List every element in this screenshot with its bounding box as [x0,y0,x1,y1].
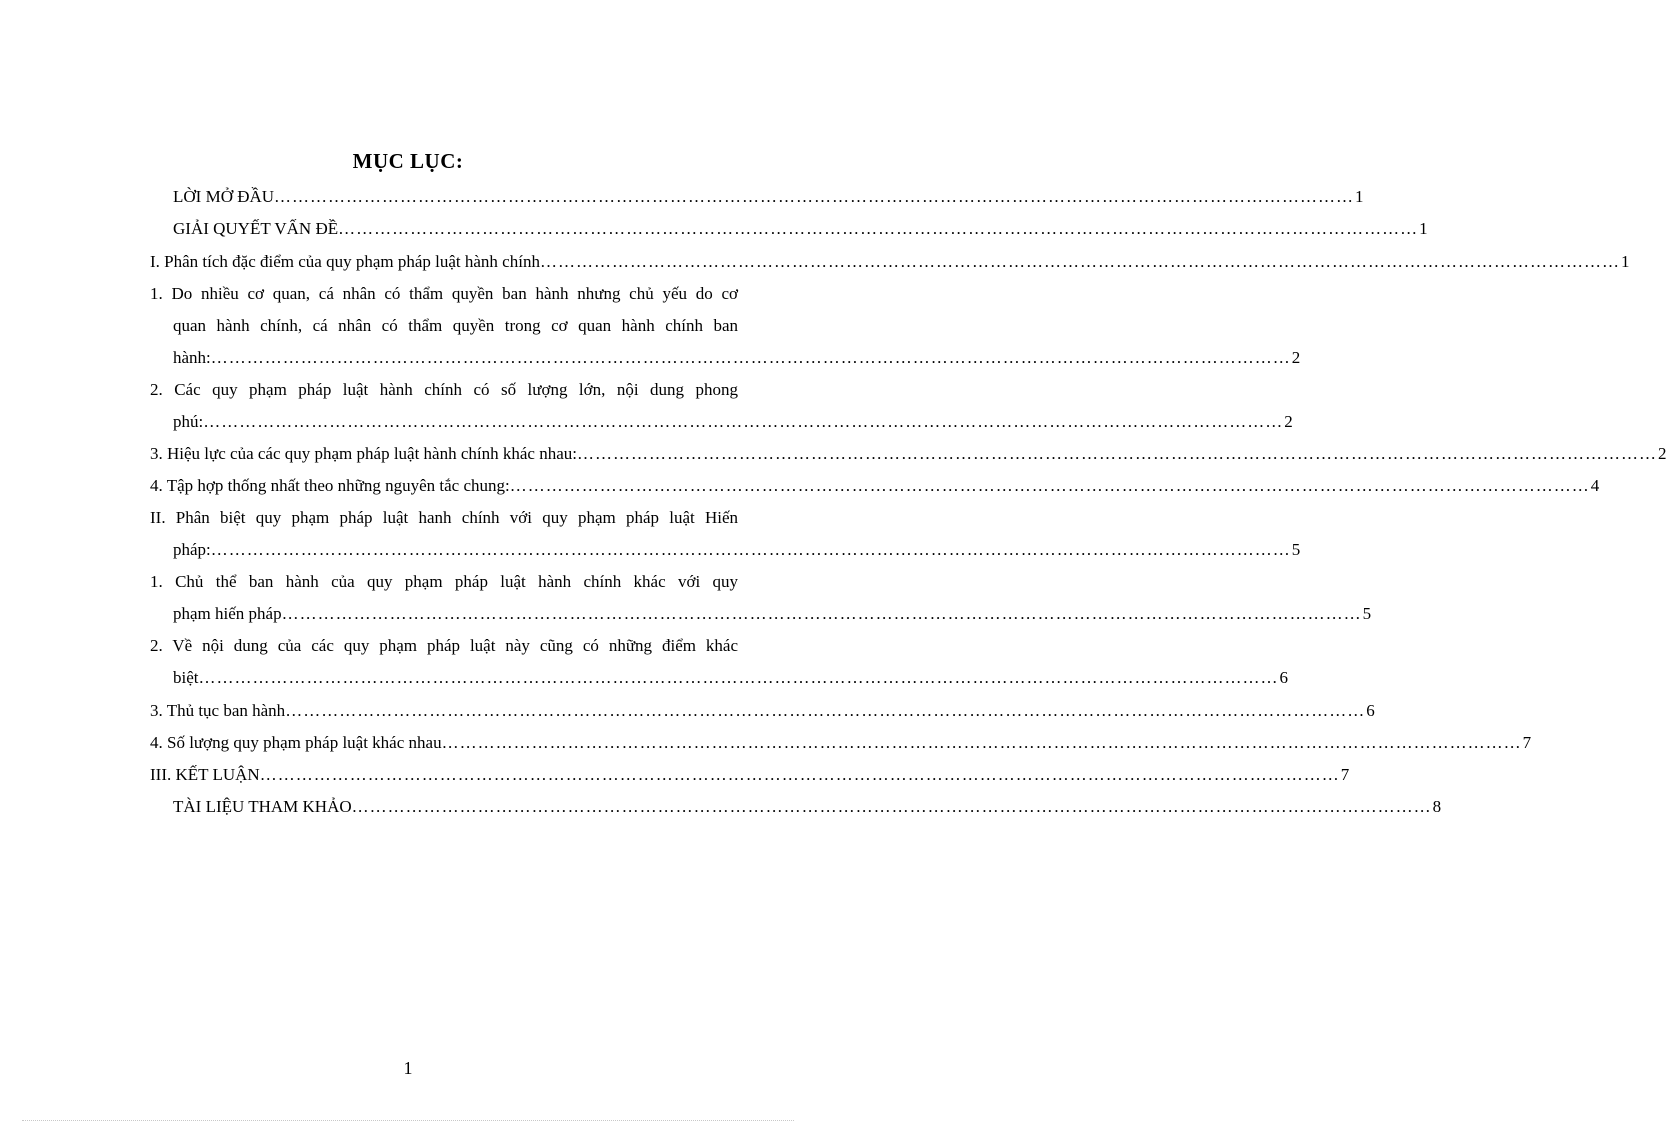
toc-leader-dots: ……………………………………………………………………………………………………………………………………………………………… [441,733,1522,752]
toc-entry-section-ii-line1[interactable]: II. Phân biệt quy phạm pháp luật hanh chính với quy phạm pháp luật Hiến [150,508,738,527]
toc-leader-dots: ……………………………………………………………………………………………………………………………………………………………… [539,252,1620,271]
toc-entry-ii-3[interactable] [150,698,1375,724]
toc-entry-page: 2 [1291,348,1301,367]
toc-entry-references[interactable] [150,794,1442,820]
toc-leader-dots: ……………………………………………………………………………………………………………………………………………………………… [210,540,1291,559]
toc-entry-page: 6 [1279,668,1288,687]
toc-entry-giai-quyet-van-de[interactable] [150,216,1428,242]
toc-entry-i-1-line1[interactable]: 1. Do nhiều cơ quan, cá nhân có thẩm quyền ban hành nhưng chủ yếu do cơ [150,284,738,303]
toc-entry-text: 4. Số lượng quy phạm pháp luật khác nhau [150,733,442,752]
toc-entry-loi-mo-dau[interactable] [150,184,1364,210]
toc-entry-i-4[interactable] [150,473,1600,499]
toc-entry-page: 2 [1657,444,1666,463]
toc-entry-text: hành: [173,348,211,367]
toc-entry-ii-1-line1[interactable]: 1. Chủ thể ban hành của quy phạm pháp luật hành chính khác với quy [150,572,738,591]
toc-entry-page: 6 [1366,701,1375,720]
toc-entry-text: 4. Tập hợp thống nhất theo những nguyên tắc chung: [150,476,510,495]
page-number: 1 [403,1058,413,1078]
toc-entry-text: TÀI LIỆU THAM KHẢO [173,797,352,816]
toc-entry-page: 8 [1432,797,1442,816]
toc-entry-text: biệt [173,668,199,687]
toc-leader-dots: ……………………………………………………………………………………………………………………………………………………………… [210,348,1291,367]
toc-entry-page: 5 [1362,604,1372,623]
toc-leader-dots: ……………………………………………………………………………………………………………………………………………………………… [338,219,1419,238]
toc-entry-text: LỜI MỞ ĐẦU [173,187,275,206]
toc-leader-dots: ……………………………………………………………………………………………………………………………………………………………… [259,765,1340,784]
toc-entry-page: 2 [1284,412,1293,431]
toc-leader-dots: ……………………………………………………………………………………………………………………………………………………………… [274,187,1355,206]
toc-entry-i-2[interactable] [150,409,1293,435]
toc-entry-ii-2-line1[interactable]: 2. Về nội dung của các quy phạm pháp luật này cũng có những điểm khác [150,636,738,655]
toc-entry-ii-2[interactable] [150,665,1288,691]
toc-entry-ii-1[interactable] [150,601,1372,627]
toc-entry-page: 7 [1340,765,1350,784]
toc-entry-page: 1 [1355,187,1364,206]
toc-leader-dots: ……………………………………………………………………………………………………………………………………………………………… [198,668,1279,687]
toc-entry-section-ii[interactable] [150,537,1301,563]
toc-entry-text: GIẢI QUYẾT VẤN ĐỀ [173,219,339,238]
toc-leader-dots: ……………………………………………………………………………………………………………………………………………………………… [576,444,1657,463]
toc-entry-section-i[interactable] [150,249,1630,275]
toc-entry-i-3[interactable] [150,441,1666,467]
toc-entry-text: III. KẾT LUẬN [150,765,260,784]
toc-entry-page: 7 [1522,733,1532,752]
toc-entry-text: 3. Hiệu lực của các quy phạm pháp luật hành chính khác nhau: [150,444,577,463]
toc-entry-page: 4 [1590,476,1600,495]
toc-title: MỤC LỤC: [352,149,464,173]
toc-leader-dots: ……………………………………………………………………………………………………………………………………………………………… [509,476,1590,495]
toc-entry-page: 1 [1419,219,1428,238]
toc-entry-i-1-line2[interactable]: quan hành chính, cá nhân có thẩm quyền trong cơ quan hành chính ban [173,316,738,335]
toc-entry-text: phạm hiến pháp [173,604,282,623]
page-bottom-divider [22,1120,794,1121]
toc-leader-dots: ……………………………………………………………………………………………………………………………………………………………… [351,797,1432,816]
toc-entry-page: 5 [1291,540,1301,559]
toc-entry-i-2-line1[interactable]: 2. Các quy phạm pháp luật hành chính có số lượng lớn, nội dung phong [150,380,738,399]
toc-leader-dots: ……………………………………………………………………………………………………………………………………………………………… [285,701,1366,720]
toc-leader-dots: ……………………………………………………………………………………………………………………………………………………………… [281,604,1362,623]
toc-entry-ii-4[interactable] [150,730,1532,756]
toc-entry-text: I. Phân tích đặc điểm của quy phạm pháp luật hành chính [150,252,540,271]
toc-entry-i-1[interactable] [150,345,1301,371]
toc-entry-text: pháp: [173,540,211,559]
toc-entry-page: 1 [1620,252,1630,271]
toc-leader-dots: ……………………………………………………………………………………………………………………………………………………………… [203,412,1284,431]
toc-entry-text: phú: [173,412,204,431]
toc-entry-text: 3. Thủ tục ban hành [150,701,286,720]
toc-entry-section-iii[interactable] [150,762,1350,788]
